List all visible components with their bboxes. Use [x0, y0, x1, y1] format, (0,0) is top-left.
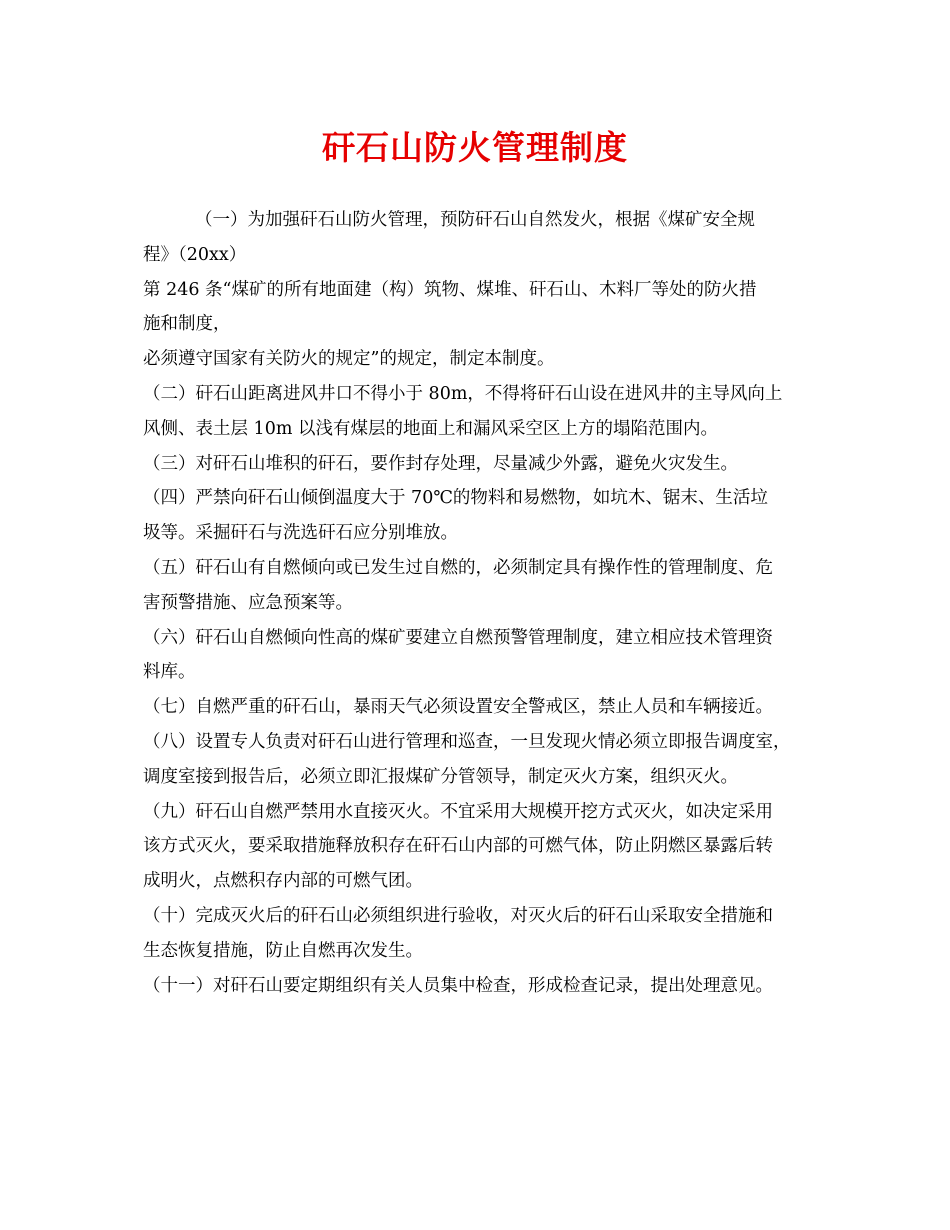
- text-line: 成明火，点燃积存内部的可燃气团。: [143, 871, 423, 892]
- text-line: （七）自燃严重的矸石山，暴雨天气必须设置安全警戒区，禁止人员和车辆接近。: [143, 697, 773, 718]
- text-line: 第 246 条“煤矿的所有地面建（构）筑物、煤堆、矸石山、木料厂等处的防火措: [143, 279, 757, 300]
- text-line: （六）矸石山自燃倾向性高的煤矿要建立自燃预警管理制度，建立相应技术管理资: [143, 627, 773, 648]
- text-line: 必须遵守国家有关防火的规定”的规定，制定本制度。: [143, 349, 555, 370]
- text-line: （九）矸石山自燃严禁用水直接灭火。不宜采用大规模开挖方式灭火，如决定采用: [143, 801, 773, 822]
- text-line: （十一）对矸石山要定期组织有关人员集中检查，形成检查记录，提出处理意见。: [143, 975, 773, 996]
- text-line: 施和制度，: [143, 314, 231, 335]
- text-line: （一）为加强矸石山防火管理，预防矸石山自然发火，根据《煤矿安全规: [195, 210, 755, 230]
- text-line: （八）设置专人负责对矸石山进行管理和巡查，一旦发现火情必须立即报告调度室，: [143, 731, 791, 752]
- text-line: 程》（20xx）: [143, 244, 247, 265]
- text-line: （四）严禁向矸石山倾倒温度大于 70℃的物料和易燃物，如坑木、锯末、生活垃: [143, 488, 768, 509]
- text-line: 风侧、表土层 10m 以浅有煤层的地面上和漏风采空区上方的塌陷范围内。: [143, 418, 718, 439]
- text-line: （十）完成灭火后的矸石山必须组织进行验收，对灭火后的矸石山采取安全措施和: [143, 905, 773, 926]
- text-line: 生态恢复措施，防止自燃再次发生。: [143, 940, 423, 961]
- text-line: 圾等。采掘矸石与洗选矸石应分别堆放。: [143, 523, 458, 544]
- text-line: （五）矸石山有自燃倾向或已发生过自燃的，必须制定具有操作性的管理制度、危: [143, 557, 773, 578]
- text-line: 料库。: [143, 662, 196, 683]
- document-body: [143, 203, 823, 1003]
- text-line: 害预警措施、应急预案等。: [143, 592, 353, 613]
- text-line: 该方式灭火，要采取措施释放积存在矸石山内部的可燃气体，防止阴燃区暴露后转: [143, 836, 773, 857]
- text-line: 调度室接到报告后，必须立即汇报煤矿分管领导，制定灭火方案，组织灭火。: [143, 766, 738, 787]
- text-line: （二）矸石山距离进风井口不得小于 80m，不得将矸石山设在进风井的主导风向上: [143, 383, 783, 404]
- document-title: 矸石山防火管理制度: [322, 128, 628, 167]
- text-line: （三）对矸石山堆积的矸石，要作封存处理，尽量减少外露，避免火灾发生。: [143, 453, 738, 474]
